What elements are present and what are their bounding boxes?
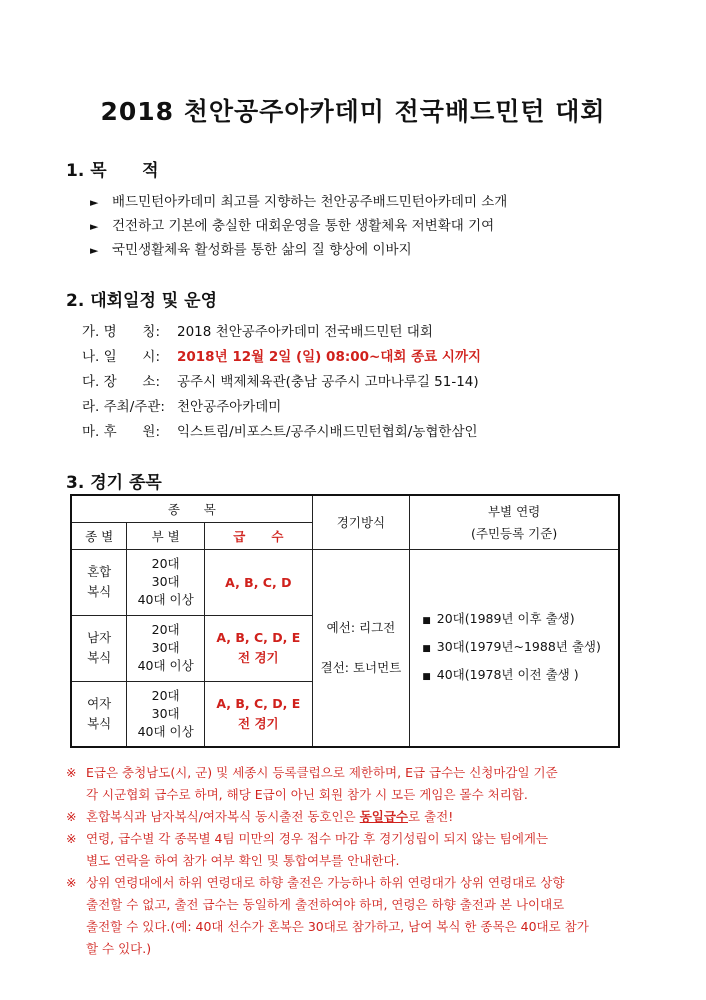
header-format: 경기방식 — [312, 495, 410, 549]
purpose-bullet-1: ► 배드민턴아카데미 최고를 지향하는 천안공주배드민턴아카데미 소개 — [90, 194, 508, 210]
format-cell: 예선: 리그전 결선: 토너먼트 — [312, 549, 410, 747]
schedule-row-venue: 다. 장 소: 공주시 백제체육관(충남 공주시 고마나루길 51-14) — [82, 374, 479, 390]
section-1-heading: 1. 목 적 — [66, 161, 159, 181]
note-mark-icon: ※ — [66, 809, 77, 824]
section-3-heading: 3. 경기 종목 — [66, 473, 162, 493]
document-title: 2018 천안공주아카데미 전국배드민턴 대회 — [100, 97, 606, 126]
event-type-women: 여자 복식 — [71, 681, 127, 747]
note-3: ※ 연령, 급수별 각 종목별 4팀 미만의 경우 접수 마감 후 경기성립이 되지 않는 팀에게는 별도 연락을 하여 참가 여부 확인 및 통합여부를 안내한다. — [66, 828, 646, 872]
schedule-row-host: 라. 주최/주관: 천안공주아카데미 — [82, 399, 282, 415]
grade-women: A, B, C, D, E 전 경기 — [204, 681, 312, 747]
grade-mixed: A, B, C, D — [204, 549, 312, 615]
note-4: ※ 상위 연령대에서 하위 연령대로 하향 출전은 가능하나 하위 연령대가 상위 연령대로 상향 출전할 수 없고, 출전 급수는 동일하게 출전하여야 하며, 연령은 하향 출전과 본 나이대로 출전할 수 있다.(예: 40대 선수가 혼복은 30대로 참가하고, 남여 복식 한 종목은 40대로 참가 할 수 있다.) — [66, 872, 646, 960]
header-age: 부별 연령 (주민등록 기준) — [410, 495, 619, 549]
event-type-mixed: 혼합 복식 — [71, 549, 127, 615]
header-event: 종 목 — [71, 495, 312, 522]
purpose-bullet-3: ► 국민생활체육 활성화를 통한 삶의 질 향상에 이바지 — [90, 242, 412, 258]
note-1: ※ E급은 충청남도(시, 군) 및 세종시 등록클럽으로 제한하며, E급 급수는 신청마감일 기준 각 시군협회 급수로 하며, 해당 E급이 아닌 회원 참가 시 모든 게임은 몰수 처리함. — [66, 762, 646, 806]
header-type: 종 별 — [71, 522, 127, 549]
arrow-marker-icon: ► — [90, 196, 99, 209]
note-mark-icon: ※ — [66, 875, 77, 890]
note-mark-icon: ※ — [66, 765, 77, 780]
note-2: ※ 혼합복식과 남자복식/여자복식 동시출전 동호인은 동일급수로 출전! — [66, 806, 646, 828]
schedule-row-name: 가. 명 칭: 2018 천안공주아카데미 전국배드민턴 대회 — [82, 324, 433, 340]
age-groups-cell: ■ 20대(1989년 이후 출생) ■ 30대(1979년~1988년 출생) ■ 40대(1978년 이전 출생 ) — [410, 549, 619, 747]
division-list: 20대 30대 40대 이상 — [127, 549, 205, 615]
schedule-row-sponsor: 마. 후 원: 익스트림/비포스트/공주시배드민턴협회/농협한삼인 — [82, 424, 478, 440]
arrow-marker-icon: ► — [90, 244, 99, 257]
purpose-bullet-2: ► 건전하고 기본에 충실한 대회운영을 통한 생활체육 저변확대 기여 — [90, 218, 495, 234]
header-division: 부 별 — [127, 522, 205, 549]
division-list: 20대 30대 40대 이상 — [127, 681, 205, 747]
arrow-marker-icon: ► — [90, 220, 99, 233]
section-2-heading: 2. 대회일정 및 운영 — [66, 291, 217, 311]
event-type-men: 남자 복식 — [71, 615, 127, 681]
event-table — [70, 494, 620, 748]
note-mark-icon: ※ — [66, 831, 77, 846]
division-list: 20대 30대 40대 이상 — [127, 615, 205, 681]
schedule-row-date: 나. 일 시: 2018년 12월 2일 (일) 08:00~대회 종료 시까지 — [82, 349, 482, 365]
header-grade: 급 수 — [204, 522, 312, 549]
grade-men: A, B, C, D, E 전 경기 — [204, 615, 312, 681]
